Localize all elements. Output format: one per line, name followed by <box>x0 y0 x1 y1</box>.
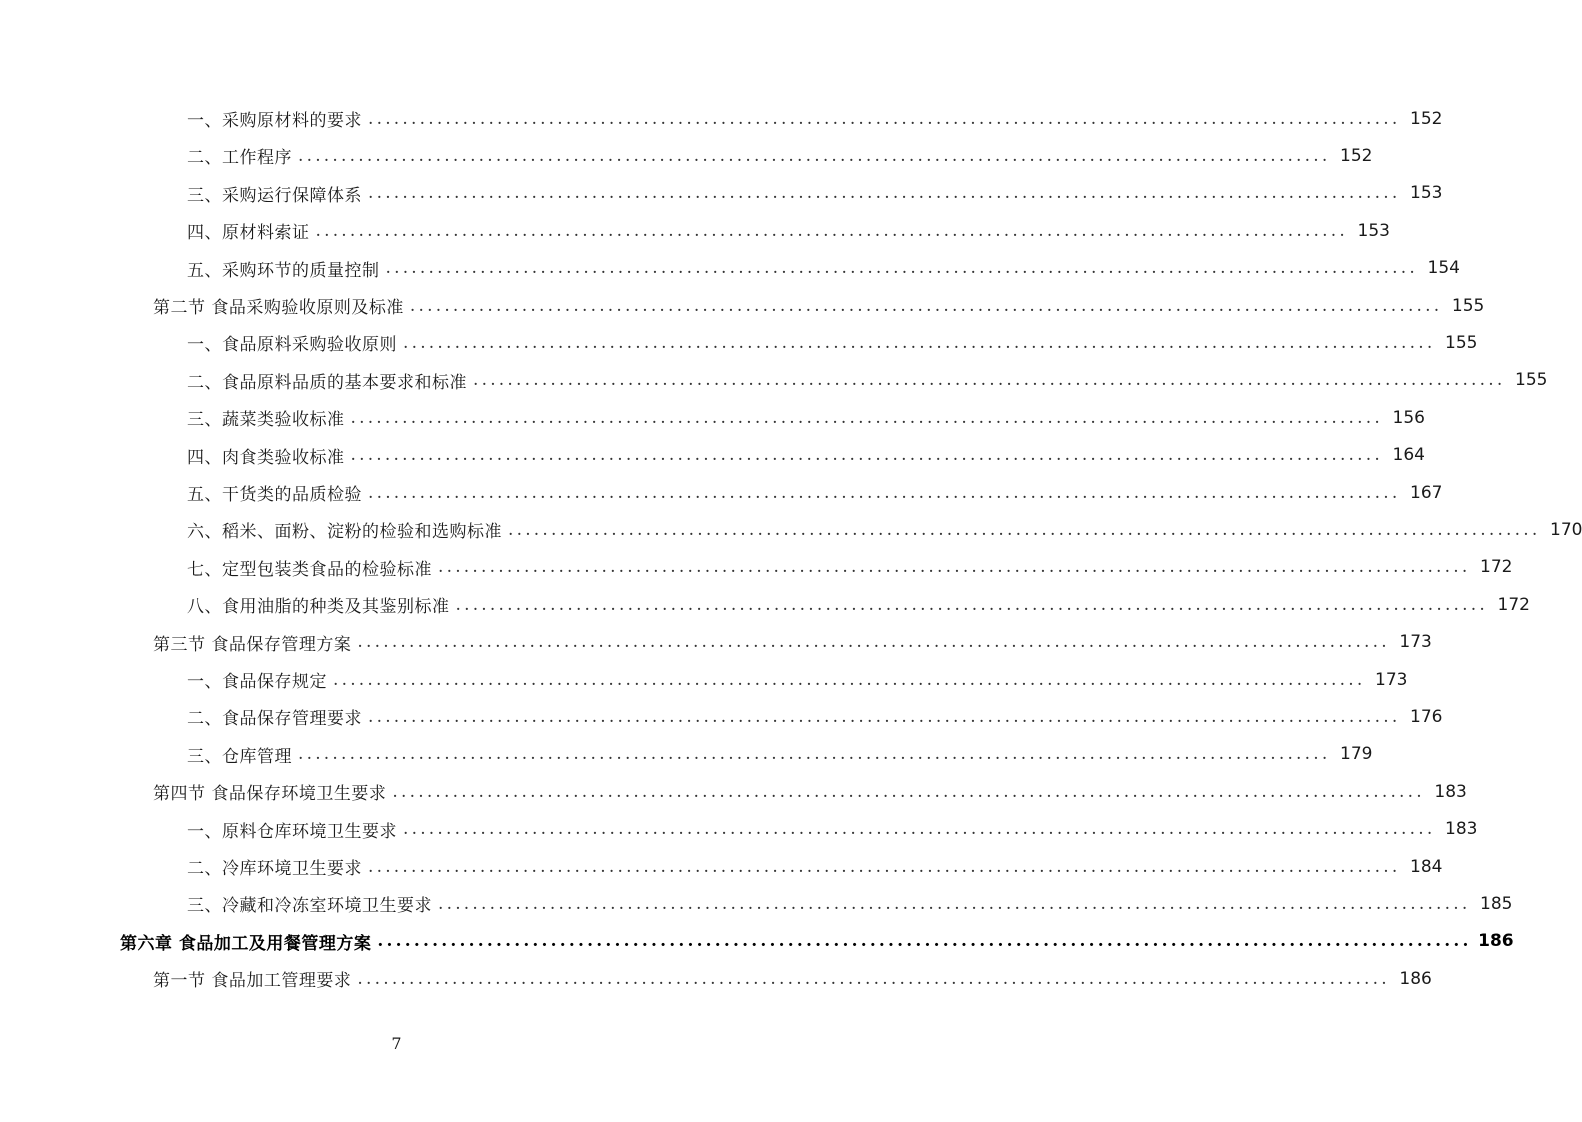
toc-entry-page: 179 <box>1340 744 1373 765</box>
dot-leader: ........................................................................................................................ <box>368 183 1401 204</box>
toc-entry-label: 第六章 食品加工及用餐管理方案 <box>120 933 372 954</box>
toc-entry[interactable] <box>0 399 1425 436</box>
toc-entry-label: 一、食品保存规定 <box>187 672 327 692</box>
dot-leader: ........................................................................................................................ <box>438 893 1471 914</box>
toc-entry-label: 五、采购环节的质量控制 <box>187 260 380 281</box>
toc-entry-page: 176 <box>1410 706 1443 727</box>
dot-leader: ........................................................................................................................ <box>298 744 1331 765</box>
toc-entry-page: 186 <box>1399 968 1432 989</box>
toc-entry-page: 172 <box>1480 557 1513 578</box>
dot-leader: ........................................................................................................................ <box>350 445 1383 466</box>
dot-leader: ........................................................................................................................ <box>368 706 1401 727</box>
toc-entry-label: 第三节 食品保存管理方案 <box>153 634 352 655</box>
toc-entry-label: 七、定型包装类食品的检验标准 <box>187 559 432 580</box>
dot-leader: ........................................................................................................................ <box>350 407 1383 428</box>
toc-entry-page: 164 <box>1392 445 1425 466</box>
toc-entry-page: 185 <box>1480 893 1513 914</box>
toc-entry-label: 三、蔬菜类验收标准 <box>187 410 345 431</box>
toc-entry-page: 153 <box>1410 183 1443 204</box>
toc-entry-label: 二、冷库环境卫生要求 <box>187 859 362 879</box>
toc-entry[interactable] <box>0 137 1373 174</box>
dot-leader: ........................................................................................................................ <box>403 819 1436 840</box>
toc-entry-page: 184 <box>1410 856 1443 877</box>
toc-entry-label: 第一节 食品加工管理要求 <box>153 971 352 992</box>
toc-entry[interactable] <box>0 362 1548 399</box>
toc-entry[interactable] <box>0 437 1425 474</box>
toc-entry-label: 一、原料仓库环境卫生要求 <box>187 821 397 842</box>
toc-entry[interactable] <box>0 923 1514 960</box>
toc-entry[interactable] <box>0 698 1443 735</box>
toc-entry[interactable] <box>0 175 1443 212</box>
toc-entry[interactable] <box>0 624 1432 661</box>
dot-leader: ........................................................................................................................ <box>403 332 1436 353</box>
toc-entry-page: 183 <box>1445 819 1478 840</box>
dot-leader: ........................................................................................................................ <box>409 295 1443 316</box>
toc-entry-page: 167 <box>1410 482 1443 503</box>
toc-entry-label: 第四节 食品保存环境卫生要求 <box>153 784 387 805</box>
toc-entry-page: 152 <box>1340 145 1373 166</box>
toc-entry-label: 二、食品保存管理要求 <box>187 709 362 730</box>
dot-leader: ........................................................................................................................ <box>508 519 1541 540</box>
toc-entry[interactable] <box>0 100 1443 137</box>
toc-entry-label: 一、采购原材料的要求 <box>187 111 362 131</box>
dot-leader: ........................................................................................................................ <box>298 145 1331 166</box>
toc-entry-page: 155 <box>1451 295 1485 316</box>
toc-entry-page: 155 <box>1515 370 1548 391</box>
dot-leader: ........................................................................................................................ <box>368 482 1401 503</box>
toc-entry[interactable] <box>0 773 1467 810</box>
toc-entry-label: 一、食品原料采购验收原则 <box>187 335 397 356</box>
toc-entry[interactable] <box>0 212 1390 249</box>
toc-entry-label: 二、工作程序 <box>187 148 292 169</box>
dot-leader: ........................................................................................................................ <box>357 968 1390 989</box>
dot-leader: ........................................................................................................................ <box>368 108 1401 129</box>
toc-entry-page: 154 <box>1427 258 1460 279</box>
toc-entry[interactable] <box>0 287 1485 324</box>
toc-entry[interactable] <box>0 474 1443 511</box>
toc-entry-page: 153 <box>1357 220 1390 241</box>
dot-leader: ........................................................................................................................ <box>455 594 1488 615</box>
toc-entry[interactable] <box>0 250 1460 287</box>
dot-leader: ........................................................................................................................ <box>385 258 1418 279</box>
toc-entry[interactable] <box>0 586 1530 623</box>
dot-leader: ........................................................................................................................ <box>333 669 1366 690</box>
dot-leader: ........................................................................................................................ <box>473 370 1506 391</box>
toc-entry[interactable] <box>0 848 1443 885</box>
toc-entry-page: 173 <box>1399 632 1432 653</box>
toc-entry[interactable] <box>0 960 1432 997</box>
toc-entry-label: 六、稻米、面粉、淀粉的检验和选购标准 <box>187 522 502 543</box>
dot-leader: ........................................................................................................................ <box>368 856 1401 877</box>
toc-entry-page: 186 <box>1478 931 1514 952</box>
toc-entry[interactable] <box>0 885 1513 922</box>
toc-entry[interactable] <box>0 661 1408 698</box>
toc-entry-page: 170 <box>1550 519 1582 540</box>
dot-leader: ........................................................................................................................ <box>357 632 1390 653</box>
toc-entry-label: 三、采购运行保障体系 <box>187 185 362 206</box>
toc-entry-label: 四、肉食类验收标准 <box>187 447 345 468</box>
dot-leader: ........................................................................................................................ <box>377 931 1472 952</box>
toc-entry-label: 八、食用油脂的种类及其鉴别标准 <box>187 597 450 618</box>
toc-entry-label: 三、冷藏和冷冻室环境卫生要求 <box>187 896 432 917</box>
dot-leader: ........................................................................................................................ <box>392 781 1425 802</box>
toc-entry-label: 第二节 食品采购验收原则及标准 <box>153 298 404 318</box>
page-number: 7 <box>391 1034 402 1053</box>
toc-entry-label: 三、仓库管理 <box>187 746 292 767</box>
toc-entry-page: 173 <box>1375 669 1408 690</box>
toc-entry[interactable] <box>0 549 1513 586</box>
toc-entry-page: 152 <box>1410 108 1443 129</box>
toc-entry-label: 五、干货类的品质检验 <box>187 485 362 505</box>
toc-entry[interactable] <box>0 736 1373 773</box>
toc-entry-label: 二、食品原料品质的基本要求和标准 <box>187 372 467 393</box>
toc-entry-page: 183 <box>1434 781 1467 802</box>
dot-leader: ........................................................................................................................ <box>315 220 1348 241</box>
toc-entry[interactable] <box>0 811 1478 848</box>
toc-entry-label: 四、原材料索证 <box>187 223 310 244</box>
dot-leader: ........................................................................................................................ <box>438 557 1471 578</box>
toc-entry[interactable] <box>0 324 1478 361</box>
toc-entry[interactable] <box>0 511 1582 548</box>
toc-entry-page: 155 <box>1445 332 1478 353</box>
toc-entry-page: 156 <box>1392 407 1425 428</box>
toc-entry-page: 172 <box>1497 594 1530 615</box>
